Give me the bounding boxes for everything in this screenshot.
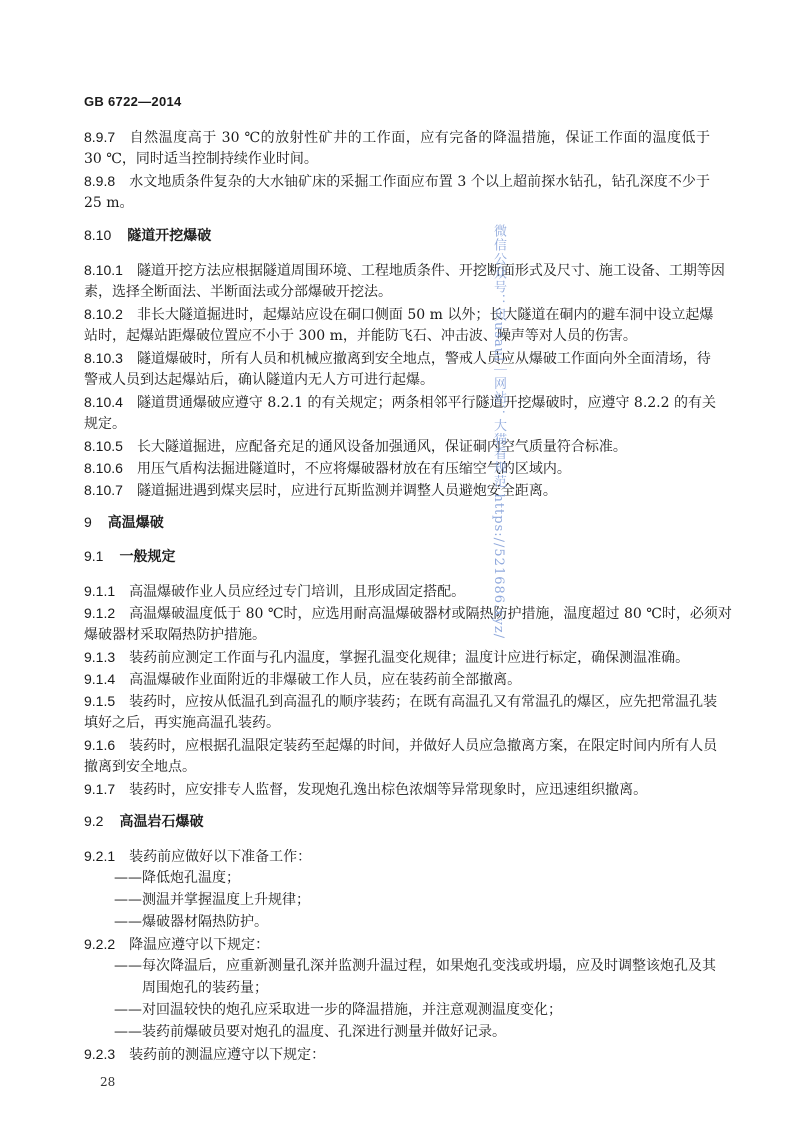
line-continuation (84, 325, 710, 347)
clause-number: 8.9.8 (84, 173, 116, 189)
standard-code-header: GB 6722—2014 (84, 94, 182, 109)
line-text: 一般规定 (119, 548, 176, 564)
clause-number: 8.9.7 (84, 129, 116, 145)
line-first (84, 845, 710, 867)
line-first (84, 933, 710, 955)
line-text: 填好之后，再实施高温孔装药。 (84, 715, 280, 731)
line-first (84, 999, 710, 1021)
line-text: 隧道贯通爆破应遵守 8.2.1 的有关规定；两条相邻平行隧道开挖爆破时，应遵守 8.2.2 的有关 (136, 395, 716, 411)
line-first (84, 303, 714, 325)
line-first (84, 225, 710, 247)
line-text: 非长大隧道掘进时，起爆站应设在硐口侧面 50 m 以外；长大隧道在硐内的避车洞中设立起爆 (136, 307, 714, 323)
line-text: ——每次降温后，应重新测量孔深并监测升温过程，如果炮孔变浅或坍塌，应及时调整该炮孔及其 (114, 958, 716, 974)
clause-number: 9.1.3 (84, 649, 116, 665)
section-heading (84, 225, 710, 247)
line-continuation (84, 369, 710, 391)
line-text: ——对回温较快的炮孔应采取进一步的降温措施，并注意观测温度变化； (114, 1002, 562, 1018)
line-first (84, 391, 716, 413)
line-text: 装药前的测温应遵守以下规定： (129, 1047, 326, 1063)
line-first (84, 646, 710, 668)
clause-number: 9.1 (84, 548, 104, 564)
clause-paragraph (84, 690, 718, 734)
line-first (84, 889, 710, 911)
line-first (84, 734, 718, 756)
line-first (84, 1043, 710, 1065)
clause-number: 8.10.5 (84, 438, 123, 454)
list-item (84, 911, 710, 933)
line-text: 站时，起爆站距爆破位置应不小于 300 m，并能防飞石、冲击波、噪声等对人员的伤害。 (84, 328, 637, 344)
clause-paragraph (84, 845, 710, 867)
clause-number: 9.2.3 (84, 1046, 116, 1062)
line-continuation (84, 281, 710, 303)
clause-paragraph (84, 668, 710, 690)
line-continuation (84, 413, 710, 435)
line-first (84, 479, 710, 501)
line-first (84, 546, 710, 568)
clause-number: 8.10.2 (84, 306, 123, 322)
list-item (84, 1021, 710, 1043)
clause-number: 9.1.5 (84, 693, 116, 709)
list-item (84, 889, 710, 911)
line-text: 撤离到安全地点。 (84, 759, 196, 775)
clause-paragraph (84, 734, 718, 778)
line-first (84, 867, 710, 889)
clause-paragraph (84, 778, 710, 800)
line-text: 警戒人员到达起爆站后，确认隧道内无人方可进行起爆。 (84, 372, 434, 388)
clause-paragraph (84, 457, 710, 479)
line-text: 长大隧道掘进，应配备充足的通风设备加强通风，保证硐内空气质量符合标准。 (136, 439, 627, 455)
line-text: 高温爆破作业人员应经过专门培训，且形成固定搭配。 (129, 584, 466, 600)
clause-number: 9.1.6 (84, 737, 116, 753)
line-first (84, 602, 732, 624)
clause-paragraph (84, 933, 710, 955)
clause-paragraph (84, 303, 714, 347)
clause-number: 9.2.2 (84, 936, 116, 952)
clause-paragraph (84, 479, 710, 501)
clause-paragraph (84, 646, 710, 668)
clause-paragraph (84, 347, 710, 391)
line-first (84, 690, 718, 712)
clause-number: 8.10.4 (84, 394, 123, 410)
line-text: 30 ℃，同时适当控制持续作业时间。 (84, 151, 318, 167)
clause-paragraph (84, 170, 710, 214)
line-text: 装药时，应根据孔温限定装药至起爆的时间，并做好人员应急撤离方案，在限定时间内所有人员 (129, 738, 718, 754)
clause-paragraph (84, 259, 725, 303)
line-text: 规定。 (84, 416, 126, 432)
line-first (84, 911, 710, 933)
line-text: 隧道爆破时，所有人员和机械应撤离到安全地点，警戒人员应从爆破工作面向外全面清场，待 (136, 351, 711, 367)
line-text: 爆破器材采取隔热防护措施。 (84, 627, 266, 643)
clause-number: 8.10.7 (84, 482, 123, 498)
clause-paragraph (84, 435, 710, 457)
section-heading (84, 512, 710, 534)
line-first (84, 512, 710, 534)
line-first (84, 457, 710, 479)
line-continuation (84, 192, 710, 214)
line-first (84, 811, 710, 833)
line-continuation (84, 624, 710, 646)
line-continuation (84, 977, 710, 999)
clause-number: 9.2.1 (84, 848, 116, 864)
list-item (84, 955, 716, 999)
line-text: 高温爆破 (107, 514, 164, 530)
line-text: 周围炮孔的装药量； (142, 980, 268, 996)
line-text: 自然温度高于 30 ℃的放射性矿井的工作面，应有完备的降温措施，保证工作面的温度低于 (129, 130, 710, 146)
line-text: 隧道掘进遇到煤夹层时，应进行瓦斯监测并调整人员避炮安全距离。 (136, 483, 557, 499)
list-item (84, 999, 710, 1021)
line-text: 水文地质条件复杂的大水铀矿床的采掘工作面应布置 3 个以上超前探水钻孔，钻孔深度不少于 (129, 174, 710, 190)
line-text: 高温爆破温度低于 80 ℃时，应选用耐高温爆破器材或隔热防护措施，温度超过 80 ℃时，必须对 (129, 606, 732, 622)
clause-paragraph (84, 580, 710, 602)
section-heading (84, 811, 710, 833)
line-text: ——测温并掌握温度上升规律； (114, 892, 310, 908)
line-text: 25 m。 (84, 195, 134, 211)
clause-number: 9.1.1 (84, 583, 116, 599)
line-text: 降温应遵守以下规定： (129, 937, 270, 953)
line-first (84, 668, 710, 690)
section-heading (84, 546, 710, 568)
clause-paragraph (84, 391, 716, 435)
line-text: 装药时，应安排专人监督，发现炮孔逸出棕色浓烟等异常现象时，应迅速组织撤离。 (129, 782, 648, 798)
clause-number: 9.2 (84, 813, 104, 829)
line-first (84, 955, 716, 977)
clause-paragraph (84, 602, 732, 646)
clause-number: 8.10.6 (84, 460, 123, 476)
page-number: 28 (100, 1075, 116, 1089)
clause-number: 9.1.7 (84, 781, 116, 797)
clause-number: 8.10.1 (84, 262, 123, 278)
line-first (84, 170, 710, 192)
clause-number: 9 (84, 514, 92, 530)
line-first (84, 778, 710, 800)
line-first (84, 259, 725, 281)
line-text: 装药时，应按从低温孔到高温孔的顺序装药；在既有高温孔又有常温孔的爆区，应先把常温孔装 (129, 694, 718, 710)
line-text: 素，选择全断面法、半断面法或分部爆破开挖法。 (84, 284, 392, 300)
line-continuation (84, 712, 710, 734)
line-text: 高温岩石爆破 (119, 813, 204, 829)
clause-number: 9.1.2 (84, 605, 116, 621)
line-text: 高温爆破作业面附近的非爆破工作人员，应在装药前全部撤离。 (129, 672, 522, 688)
clause-number: 8.10 (84, 227, 112, 243)
list-item (84, 867, 710, 889)
watermark: 微信公众号：贝usaul｜网站：大猫看规范 https://521686.xyz/ (491, 224, 506, 640)
line-first (84, 347, 710, 369)
line-first (84, 580, 710, 602)
line-first (84, 1021, 710, 1043)
line-continuation (84, 756, 710, 778)
line-first (84, 435, 710, 457)
line-text: ——降低炮孔温度； (114, 870, 240, 886)
line-text: 装药前应做好以下准备工作： (129, 849, 312, 865)
clause-number: 8.10.3 (84, 350, 123, 366)
line-text: 隧道开挖方法应根据隧道周围环境、工程地质条件、开挖断面形式及尺寸、施工设备、工期等因 (136, 263, 725, 279)
clause-number: 9.1.4 (84, 671, 116, 687)
line-text: 装药前应测定工作面与孔内温度，掌握孔温变化规律；温度计应进行标定，确保测温准确。 (129, 650, 690, 666)
document-body (84, 126, 732, 1065)
clause-paragraph (84, 1043, 710, 1065)
line-continuation (84, 148, 710, 170)
clause-paragraph (84, 126, 710, 170)
line-first (84, 126, 710, 148)
line-text: 用压气盾构法掘进隧道时，不应将爆破器材放在有压缩空气的区域内。 (136, 461, 571, 477)
line-text: ——装药前爆破员要对炮孔的温度、孔深进行测量并做好记录。 (114, 1024, 506, 1040)
line-text: ——爆破器材隔热防护。 (114, 914, 268, 930)
line-text: 隧道开挖爆破 (127, 227, 212, 243)
